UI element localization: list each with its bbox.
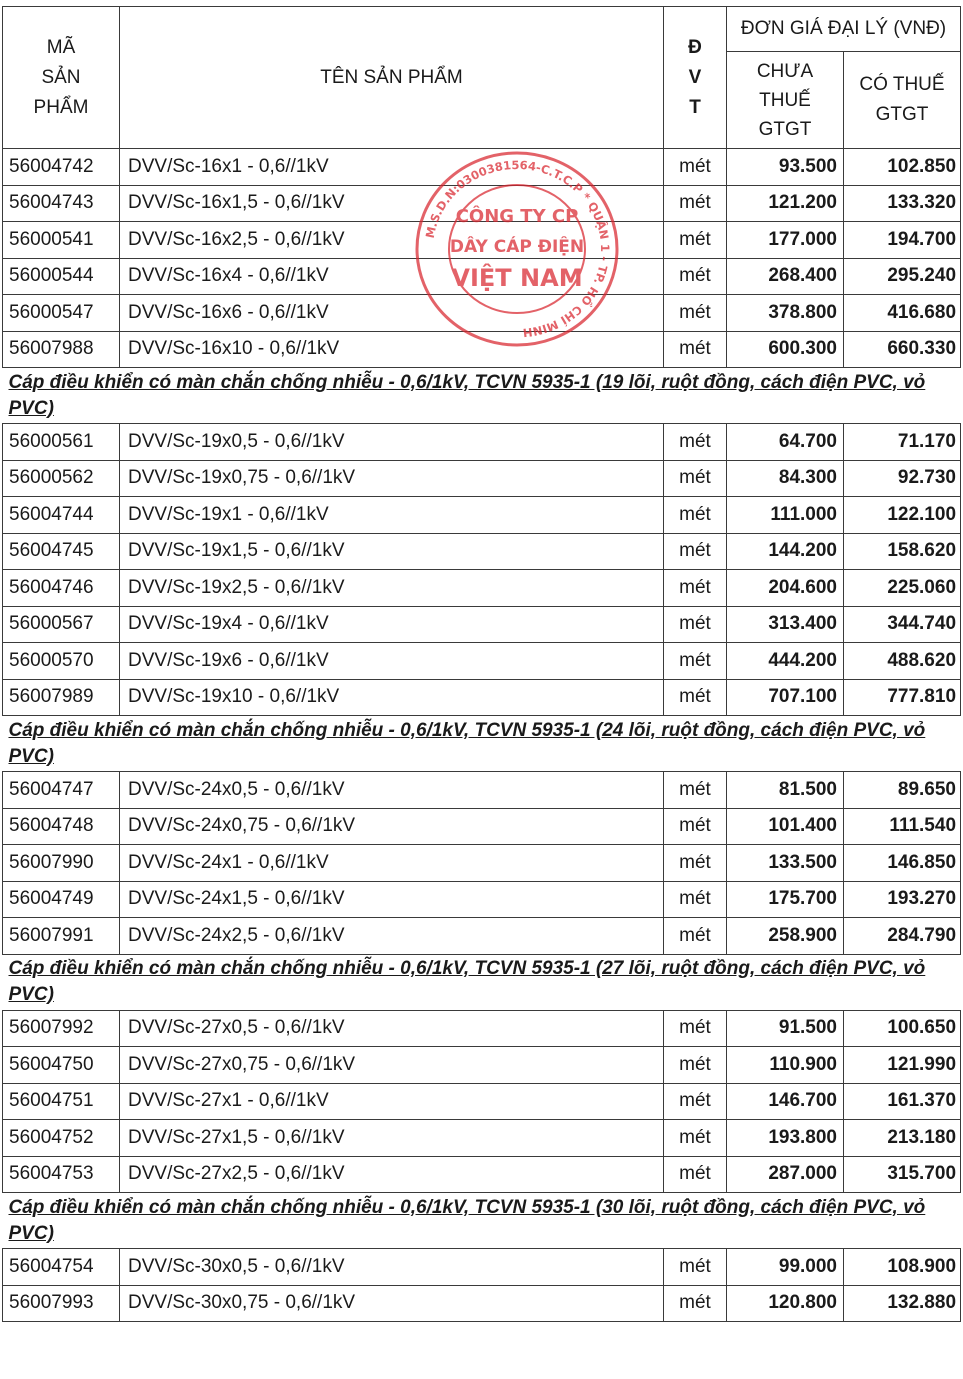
product-code-cell: 56004754 [3,1249,120,1286]
table-row [3,679,961,716]
unit-cell: mét [664,643,727,680]
unit-cell: mét [664,1047,727,1084]
product-code-cell: 56007988 [3,331,120,368]
price-no-tax-cell: 120.800 [727,1285,844,1322]
product-name-cell: DVV/Sc-19x1,5 - 0,6//1kV [120,533,664,570]
section-heading: Cáp điều khiển có màn chắn chống nhiễu - 0,6/1kV, TCVN 5935-1 (24 lõi, ruột đồng, cách điện PVC, vỏ PVC) [3,716,961,772]
price-no-tax-cell: 121.200 [727,185,844,222]
product-name-cell: DVV/Sc-19x6 - 0,6//1kV [120,643,664,680]
price-with-tax-cell: 146.850 [844,845,961,882]
header-price-with-tax-label: CÓ THUẾ GTGT [859,74,945,125]
price-no-tax-cell: 175.700 [727,881,844,918]
price-no-tax-cell: 707.100 [727,679,844,716]
price-no-tax-cell: 444.200 [727,643,844,680]
table-row [3,331,961,368]
unit-cell: mét [664,918,727,955]
table-row [3,881,961,918]
unit-cell: mét [664,460,727,497]
product-name-cell: DVV/Sc-19x0,75 - 0,6//1kV [120,460,664,497]
section-heading-row [3,716,961,772]
price-no-tax-cell: 91.500 [727,1010,844,1047]
price-no-tax-cell: 133.500 [727,845,844,882]
price-no-tax-cell: 101.400 [727,808,844,845]
price-with-tax-cell: 194.700 [844,222,961,259]
price-with-tax-cell: 92.730 [844,460,961,497]
product-code-cell: 56000544 [3,258,120,295]
header-unit-label: Đ V T [688,36,702,118]
product-name-cell: DVV/Sc-19x10 - 0,6//1kV [120,679,664,716]
table-row [3,497,961,534]
product-name-cell: DVV/Sc-19x1 - 0,6//1kV [120,497,664,534]
unit-cell: mét [664,772,727,809]
unit-cell: mét [664,258,727,295]
unit-cell: mét [664,1156,727,1193]
price-with-tax-cell: 122.100 [844,497,961,534]
product-name-cell: DVV/Sc-16x4 - 0,6//1kV [120,258,664,295]
price-with-tax-cell: 213.180 [844,1120,961,1157]
table-row [3,1156,961,1193]
header-product-code [3,7,120,149]
table-row [3,570,961,607]
table-row [3,606,961,643]
table-row [3,460,961,497]
header-price-no-tax [727,52,844,149]
unit-cell: mét [664,570,727,607]
product-code-cell: 56004750 [3,1047,120,1084]
price-with-tax-cell: 416.680 [844,295,961,332]
unit-cell: mét [664,1285,727,1322]
product-name-cell: DVV/Sc-24x1 - 0,6//1kV [120,845,664,882]
section-heading-row [3,1193,961,1249]
product-name-cell: DVV/Sc-27x1 - 0,6//1kV [120,1083,664,1120]
product-name-cell: DVV/Sc-24x0,5 - 0,6//1kV [120,772,664,809]
table-row [3,185,961,222]
price-with-tax-cell: 133.320 [844,185,961,222]
unit-cell: mét [664,1249,727,1286]
header-unit [664,7,727,149]
product-name-cell: DVV/Sc-24x0,75 - 0,6//1kV [120,808,664,845]
price-with-tax-cell: 225.060 [844,570,961,607]
product-name-cell: DVV/Sc-19x4 - 0,6//1kV [120,606,664,643]
price-no-tax-cell: 268.400 [727,258,844,295]
unit-cell: mét [664,1083,727,1120]
price-with-tax-cell: 193.270 [844,881,961,918]
price-with-tax-cell: 161.370 [844,1083,961,1120]
header-price-with-tax [844,52,961,149]
price-no-tax-cell: 93.500 [727,149,844,186]
price-with-tax-cell: 111.540 [844,808,961,845]
product-name-cell: DVV/Sc-16x1,5 - 0,6//1kV [120,185,664,222]
price-with-tax-cell: 777.810 [844,679,961,716]
unit-cell: mét [664,533,727,570]
unit-cell: mét [664,424,727,461]
price-no-tax-cell: 600.300 [727,331,844,368]
price-no-tax-cell: 84.300 [727,460,844,497]
product-name-cell: DVV/Sc-24x1,5 - 0,6//1kV [120,881,664,918]
product-name-cell: DVV/Sc-16x6 - 0,6//1kV [120,295,664,332]
section-heading: Cáp điều khiển có màn chắn chống nhiễu - 0,6/1kV, TCVN 5935-1 (19 lõi, ruột đồng, cách điện PVC, vỏ PVC) [3,368,961,424]
product-code-cell: 56004753 [3,1156,120,1193]
price-no-tax-cell: 313.400 [727,606,844,643]
product-code-cell: 56007992 [3,1010,120,1047]
unit-cell: mét [664,1120,727,1157]
stamp-line-2: DÂY CÁP ĐIỆN [449,237,585,257]
product-name-cell: DVV/Sc-30x0,5 - 0,6//1kV [120,1249,664,1286]
section-heading: Cáp điều khiển có màn chắn chống nhiễu - 0,6/1kV, TCVN 5935-1 (27 lõi, ruột đồng, cách điện PVC, vỏ PVC) [3,954,961,1010]
header-price-no-tax-label: CHƯA THUẾ GTGT [756,60,814,140]
unit-cell: mét [664,222,727,259]
table-row [3,295,961,332]
product-name-cell: DVV/Sc-16x1 - 0,6//1kV [120,149,664,186]
product-name-cell: DVV/Sc-24x2,5 - 0,6//1kV [120,918,664,955]
product-name-cell: DVV/Sc-27x2,5 - 0,6//1kV [120,1156,664,1193]
price-with-tax-cell: 344.740 [844,606,961,643]
price-no-tax-cell: 193.800 [727,1120,844,1157]
unit-cell: mét [664,845,727,882]
header-price-group [727,7,961,52]
product-code-cell: 56004746 [3,570,120,607]
product-code-cell: 56007989 [3,679,120,716]
unit-cell: mét [664,808,727,845]
price-with-tax-cell: 660.330 [844,331,961,368]
table-row [3,643,961,680]
unit-cell: mét [664,331,727,368]
section-heading-row [3,954,961,1010]
product-code-cell: 56004742 [3,149,120,186]
product-code-cell: 56004748 [3,808,120,845]
price-table-body [3,149,961,1322]
price-no-tax-cell: 110.900 [727,1047,844,1084]
product-name-cell: DVV/Sc-19x0,5 - 0,6//1kV [120,424,664,461]
product-name-cell: DVV/Sc-27x1,5 - 0,6//1kV [120,1120,664,1157]
price-list-sheet [2,6,960,1322]
product-name-cell: DVV/Sc-16x2,5 - 0,6//1kV [120,222,664,259]
section-heading-row [3,368,961,424]
product-code-cell: 56007993 [3,1285,120,1322]
price-with-tax-cell: 488.620 [844,643,961,680]
product-code-cell: 56000570 [3,643,120,680]
price-with-tax-cell: 71.170 [844,424,961,461]
price-with-tax-cell: 295.240 [844,258,961,295]
product-code-cell: 56004752 [3,1120,120,1157]
product-code-cell: 56004745 [3,533,120,570]
unit-cell: mét [664,149,727,186]
product-code-cell: 56000561 [3,424,120,461]
product-code-cell: 56004743 [3,185,120,222]
price-no-tax-cell: 177.000 [727,222,844,259]
header-price-group-label: ĐƠN GIÁ ĐẠI LÝ (VNĐ) [740,18,947,39]
table-row [3,845,961,882]
price-no-tax-cell: 144.200 [727,533,844,570]
price-with-tax-cell: 100.650 [844,1010,961,1047]
product-code-cell: 56004751 [3,1083,120,1120]
product-code-cell: 56000562 [3,460,120,497]
price-no-tax-cell: 258.900 [727,918,844,955]
table-row [3,918,961,955]
product-code-cell: 56000547 [3,295,120,332]
product-code-cell: 56004747 [3,772,120,809]
price-with-tax-cell: 121.990 [844,1047,961,1084]
product-name-cell: DVV/Sc-30x0,75 - 0,6//1kV [120,1285,664,1322]
price-with-tax-cell: 315.700 [844,1156,961,1193]
price-no-tax-cell: 378.800 [727,295,844,332]
product-code-cell: 56004749 [3,881,120,918]
price-no-tax-cell: 64.700 [727,424,844,461]
table-row [3,424,961,461]
price-no-tax-cell: 146.700 [727,1083,844,1120]
unit-cell: mét [664,185,727,222]
header-product-code-label: MÃ SẢN PHẨM [33,36,89,118]
unit-cell: mét [664,1010,727,1047]
product-name-cell: DVV/Sc-19x2,5 - 0,6//1kV [120,570,664,607]
product-name-cell: DVV/Sc-27x0,75 - 0,6//1kV [120,1047,664,1084]
header-product-name-label: TÊN SẢN PHẨM [320,66,463,88]
price-with-tax-cell: 158.620 [844,533,961,570]
header-product-name [120,7,664,149]
price-no-tax-cell: 99.000 [727,1249,844,1286]
product-code-cell: 56000567 [3,606,120,643]
section-heading: Cáp điều khiển có màn chắn chống nhiễu - 0,6/1kV, TCVN 5935-1 (30 lõi, ruột đồng, cách điện PVC, vỏ PVC) [3,1193,961,1249]
price-no-tax-cell: 287.000 [727,1156,844,1193]
unit-cell: mét [664,295,727,332]
price-table [2,6,961,1322]
table-row [3,1047,961,1084]
product-code-cell: 56000541 [3,222,120,259]
price-with-tax-cell: 132.880 [844,1285,961,1322]
price-with-tax-cell: 108.900 [844,1249,961,1286]
table-row [3,772,961,809]
price-with-tax-cell: 284.790 [844,918,961,955]
table-row [3,1285,961,1322]
product-name-cell: DVV/Sc-16x10 - 0,6//1kV [120,331,664,368]
product-code-cell: 56004744 [3,497,120,534]
unit-cell: mét [664,679,727,716]
price-with-tax-cell: 89.650 [844,772,961,809]
price-no-tax-cell: 81.500 [727,772,844,809]
price-with-tax-cell: 102.850 [844,149,961,186]
unit-cell: mét [664,497,727,534]
unit-cell: mét [664,881,727,918]
table-row [3,808,961,845]
table-row [3,1010,961,1047]
table-row [3,1120,961,1157]
product-code-cell: 56007990 [3,845,120,882]
unit-cell: mét [664,606,727,643]
price-no-tax-cell: 111.000 [727,497,844,534]
table-row [3,149,961,186]
table-row [3,1083,961,1120]
price-no-tax-cell: 204.600 [727,570,844,607]
table-row [3,258,961,295]
table-row [3,222,961,259]
stamp-line-1: CÔNG TY CP [455,206,579,227]
stamp-ring-textpath: M.S.D.N:0300381564-C.T.C.P * QUẬN 1 - TP. HỒ CHÍ MINH [422,157,613,340]
table-row [3,533,961,570]
stamp-line-3: VIỆT NAM [451,264,583,292]
table-row [3,1249,961,1286]
product-name-cell: DVV/Sc-27x0,5 - 0,6//1kV [120,1010,664,1047]
product-code-cell: 56007991 [3,918,120,955]
